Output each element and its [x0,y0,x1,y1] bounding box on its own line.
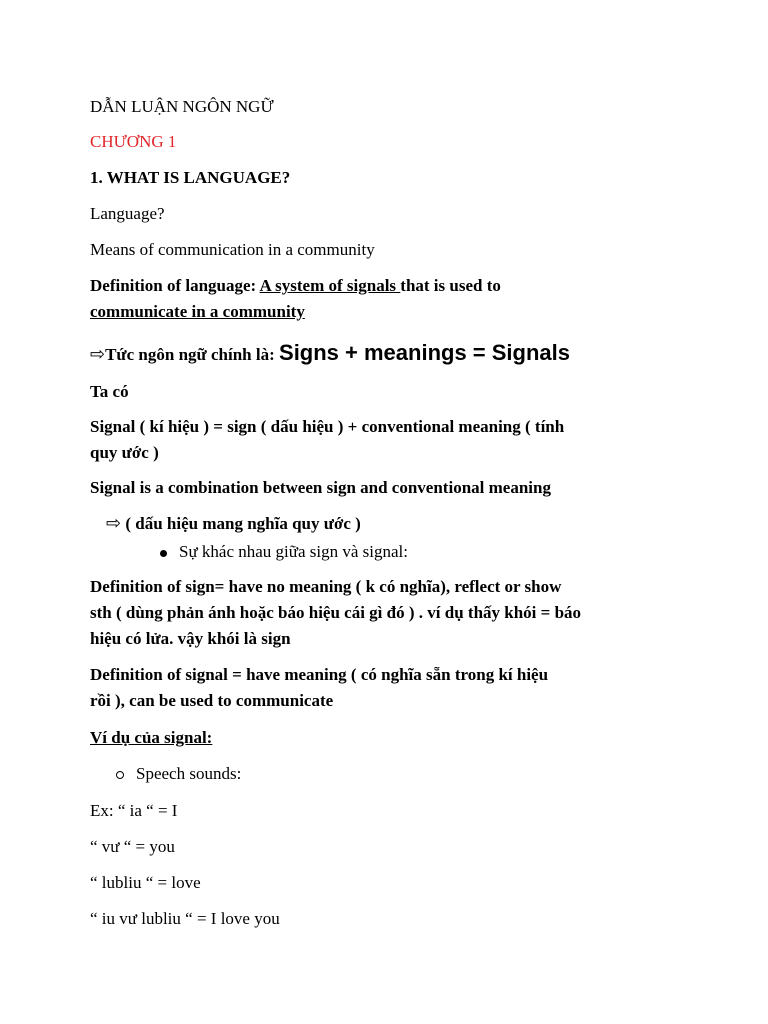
section-heading: 1. WHAT IS LANGUAGE? [90,168,291,187]
equation-prefix: Tức ngôn ngữ chính là: [105,345,280,364]
definition-language-line1 [90,276,501,296]
signal-formula-line2: quy ước ) [90,443,159,462]
speech-sounds-item [116,764,241,784]
examples-heading: Ví dụ của signal: [90,728,213,747]
means-of-communication: Means of communication in a community [90,240,375,259]
language-question: Language? [90,204,165,223]
definition-sign-line3: hiệu có lửa. vậy khói là sign [90,629,291,648]
bullet-difference-text: Sự khác nhau giữa sign và signal: [179,542,409,561]
signal-formula-line1: Signal ( kí hiệu ) = sign ( dấu hiệu ) + conventional meaning ( tính [90,417,565,436]
document-title: DẪN LUẬN NGÔN NGỮ [90,97,274,116]
definition-sign-line2: sth ( dùng phản ánh hoặc báo hiệu cái gì đó ) . ví dụ thấy khói = báo [90,603,582,622]
bullet-dot-icon [160,550,167,557]
arrow-icon: ⇨ [106,513,122,534]
example-2: “ vư “ = you [90,837,175,856]
definition-signal-line1: Definition of signal = have meaning ( có nghĩa sẵn trong kí hiệu [90,665,549,684]
definition-signal-line2: rồi ), can be used to communicate [90,691,334,710]
sub-arrow-line [106,514,361,534]
definition-language-line2: communicate in a community [90,302,305,321]
definition-language-label: Definition of language: [90,276,260,295]
example-1: Ex: “ ia “ = I [90,801,178,820]
bullet-circle-icon [116,771,124,779]
definition-language-rest: that is used to [400,276,501,295]
definition-sign-line1: Definition of sign= have no meaning ( k có nghĩa), reflect or show [90,577,562,596]
example-4: “ iu vư lubliu “ = I love you [90,909,280,928]
definition-language-underlined: A system of signals [259,276,401,295]
sub-arrow-text: ( dấu hiệu mang nghĩa quy ước ) [121,514,361,533]
speech-sounds-text: Speech sounds: [136,764,242,783]
signs-meanings-formula: Signs + meanings = Signals [279,340,570,365]
equation-line [90,340,570,368]
example-3: “ lubliu “ = love [90,873,201,892]
chapter-heading: CHƯƠNG 1 [90,132,177,151]
arrow-icon: ⇨ [90,344,106,365]
bullet-difference [160,542,408,562]
ta-co: Ta có [90,382,129,401]
signal-combination: Signal is a combination between sign and conventional meaning [90,478,551,497]
